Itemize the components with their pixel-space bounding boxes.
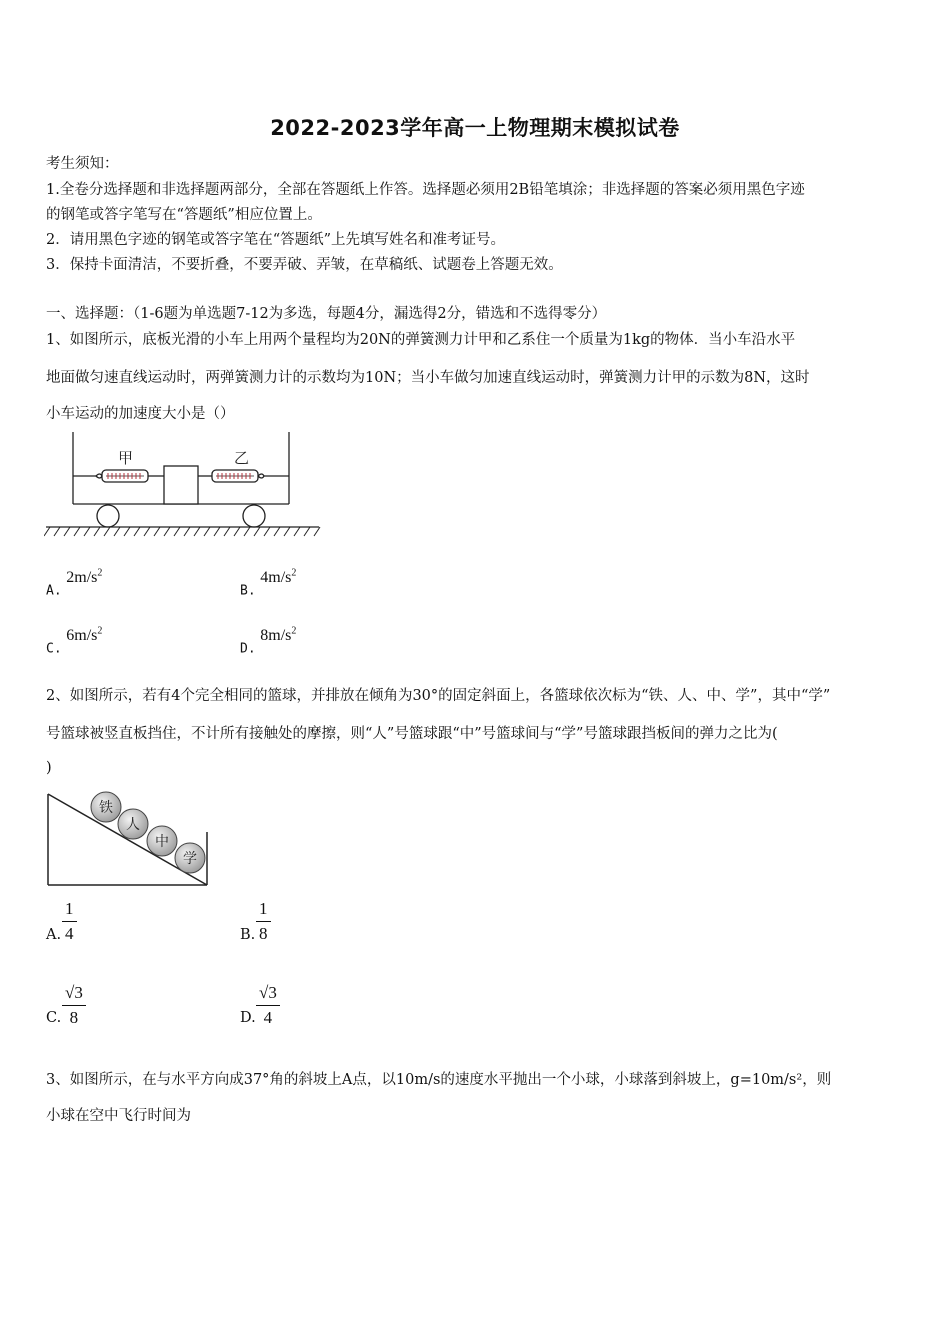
option-value: $2m/s^2$ [66, 568, 103, 587]
notice-item: 2．请用黑色字迹的钢笔或答字笔在“答题纸”上先填写姓名和准考证号。 [46, 232, 506, 248]
option-value: $8m/s^2$ [260, 626, 297, 645]
notice-item: 的钢笔或答字笔写在“答题纸”相应位置上。 [46, 207, 322, 223]
q2-option-d-fraction: √3 4 [256, 983, 280, 1028]
q1-option-d[interactable] [240, 626, 297, 657]
cart-figure [44, 430, 324, 542]
q2-option-b-label[interactable]: B. [240, 927, 256, 943]
q1-text: 地面做匀速直线运动时，两弹簧测力计的示数均为10N；当小车做匀加速直线运动时，弹簧测力计甲的示数为8N，这时 [46, 370, 810, 386]
q2-text: ) [46, 760, 52, 776]
q3-text: 小球在空中飞行时间为 [46, 1108, 191, 1124]
notice-heading: 考生须知： [46, 156, 119, 172]
spring-label-jia: 甲 [118, 449, 134, 467]
q1-text: 1、如图所示，底板光滑的小车上用两个量程均为20N的弹簧测力计甲和乙系住一个质量为1kg的物体．当小车沿水平 [46, 332, 796, 348]
q2-option-a-label[interactable]: A. [46, 927, 62, 943]
option-label: D. [240, 641, 256, 657]
q2-option-a-fraction: 1 4 [62, 899, 77, 944]
q1-text: 小车运动的加速度大小是（） [46, 406, 235, 422]
q2-option-c-label[interactable]: C. [46, 1010, 62, 1026]
option-value: $4m/s^2$ [260, 568, 297, 587]
option-value: $6m/s^2$ [66, 626, 103, 645]
q3-text: 3、如图所示，在与水平方向成37°角的斜坡上A点，以10m/s的速度水平抛出一个小球，小球落到斜坡上，g=10m/s²，则 [46, 1072, 832, 1088]
q1-option-c[interactable] [46, 626, 103, 657]
ball-label: 中 [155, 834, 169, 850]
notice-item: 1.全卷分选择题和非选择题两部分，全部在答题纸上作答。选择题必须用2B铅笔填涂；非选择题的答案必须用黑色字迹 [46, 182, 805, 198]
q2-option-c-fraction: √3 8 [62, 983, 86, 1028]
q2-option-d-label[interactable]: D. [240, 1010, 256, 1026]
option-label: B. [240, 583, 256, 599]
q2-text: 2、如图所示，若有4个完全相同的篮球，并排放在倾角为30°的固定斜面上，各篮球依次标为“铁、人、中、学”，其中“学” [46, 688, 831, 704]
incline-figure [44, 786, 214, 890]
ball-label: 人 [126, 817, 140, 833]
ball-label: 铁 [99, 800, 113, 816]
ball-label: 学 [183, 851, 197, 867]
q2-option-b-fraction: 1 8 [256, 899, 271, 944]
page-title: 2022-2023学年高一上物理期末模拟试卷 [270, 116, 680, 140]
notice-item: 3．保持卡面清洁，不要折叠，不要弄破、弄皱，在草稿纸、试题卷上答题无效。 [46, 257, 563, 273]
q2-text: 号篮球被竖直板挡住，不计所有接触处的摩擦，则“人”号篮球跟“中”号篮球间与“学”号篮球跟挡板间的弹力之比为( [46, 726, 778, 742]
option-label: C. [46, 641, 62, 657]
option-label: A. [46, 583, 62, 599]
q1-option-b[interactable] [240, 568, 297, 599]
spring-label-yi: 乙 [234, 449, 250, 467]
section-heading: 一、选择题：（1-6题为单选题7-12为多选，每题4分，漏选得2分，错选和不选得零分） [46, 306, 607, 322]
q1-option-a[interactable] [46, 568, 103, 599]
